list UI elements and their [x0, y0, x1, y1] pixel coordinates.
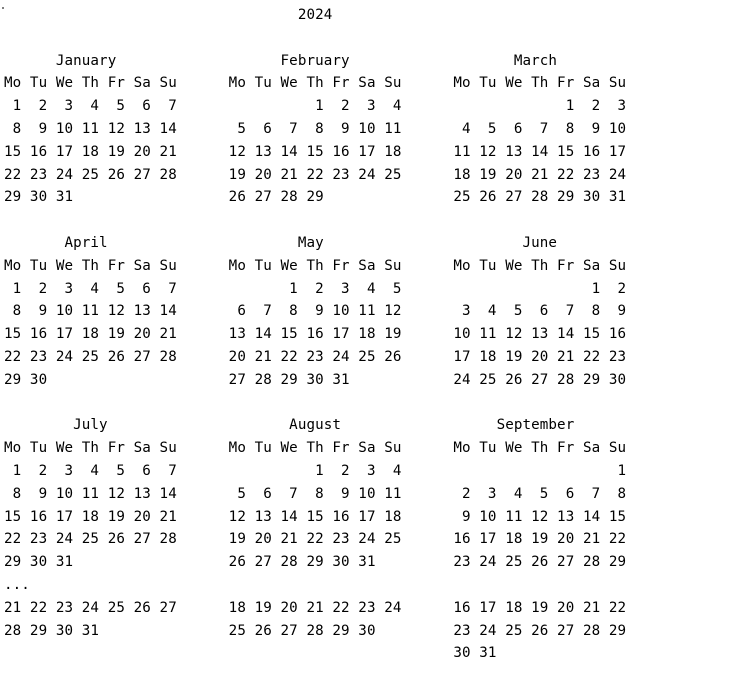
calendar-output: 2024 January February March Mo Tu We Th Fr Sa Su Mo Tu We Th Fr Sa Su Mo Tu We Th Fr Sa Su 1 2 3 4 5 6 7 1 2 3 4 1 2 3 8 9 10 11 12 13 14 5 6 7 8 9 10 11 4 5 6 7 8 9 10 15 16 17 18 19 20 21 12 13 14 15 16 17 18 11 12 13 14 15 16 17 22 23 24 25 26 27 28 19 20 21 22 23 24 25 18 19 20 21 22 23 24 29 30 31 26 27 28 29 25 26 27 28 29 30 31 April May June Mo Tu We Th Fr Sa Su Mo Tu We Th Fr Sa Su Mo Tu We Th Fr Sa Su 1 2 3 4 5 6 7 1 2 3 4 5 1 2 8 9 10 11 12 13 14 6 7 8 9 10 11 12 3 4 5 6 7 8 9 15 16 17 18 19 20 21 13 14 15 16 17 18 19 10 11 12 13 14 15 16 22 23 24 25 26 27 28 20 21 22 23 24 25 26 17 18 19 20 21 22 23 29 30 27 28 29 30 31 24 25 26 27 28 29 30 July August September Mo Tu We Th Fr Sa Su Mo Tu We Th Fr Sa Su Mo Tu We Th Fr Sa Su 1 2 3 4 5 6 7 1 2 3 4 1 8 9 10 11 12 13 14 5 6 7 8 9 10 11 2 3 4 5 6 7 8 15 16 17 18 19 20 21 12 13 14 15 16 17 18 9 10 11 12 13 14 15 22 23 24 25 26 27 28 19 20 21 22 23 24 25 16 17 18 19 20 21 22 29 30 31 26 27 28 29 30 31 23 24 25 26 27 28 29 ... 21 22 23 24 25 26 27 18 19 20 21 22 23 24 16 17 18 19 20 21 22 28 29 30 31 25 26 27 28 29 30 23 24 25 26 27 28 29 30 31 — [4, 7, 627, 662]
